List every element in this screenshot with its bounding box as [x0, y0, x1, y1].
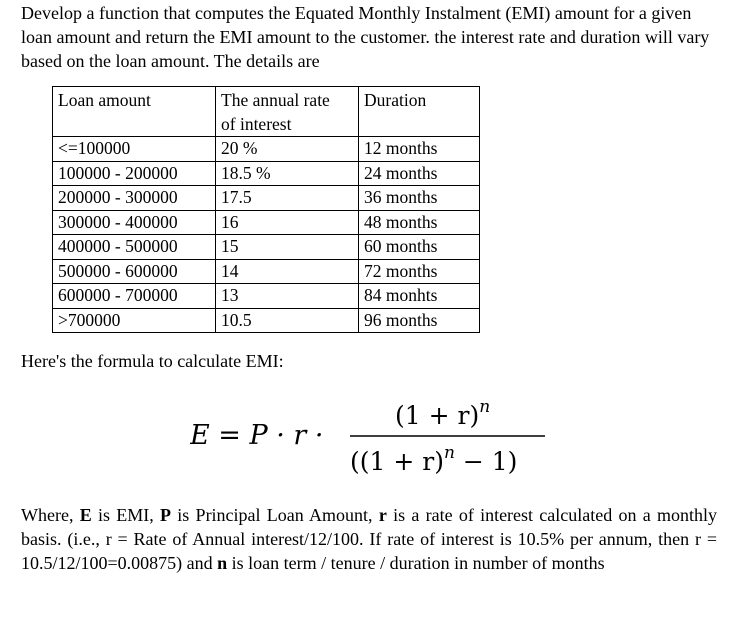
table-row [53, 284, 480, 309]
cell-loan-amount: 600000 - 700000 [53, 284, 216, 309]
cell-duration: 72 months [359, 259, 480, 284]
table-row [53, 186, 480, 211]
formula-denominator-tail: − 1) [454, 447, 518, 476]
cell-rate: 17.5 [216, 186, 359, 211]
definitions-text: is loan term / tenure / duration in number of months [227, 553, 605, 573]
cell-duration: 48 months [359, 210, 480, 235]
cell-rate: 20 % [216, 137, 359, 162]
definitions-text: Where, [21, 505, 80, 525]
formula-label: Here's the formula to calculate EMI: [21, 351, 284, 371]
definitions-text: is a rate of interest calculated on a monthly basis. (i.e., r = Rate of Annual interest/12/100. If rate of interest is 10.5% per annum, then r = 10.5/12/100=0.00875) and [21, 505, 718, 573]
header-loan-amount: Loan amount [53, 87, 216, 137]
term-n: n [217, 553, 228, 573]
cell-duration: 96 months [359, 308, 480, 333]
table-header-row [53, 87, 480, 137]
cell-loan-amount: 200000 - 300000 [53, 186, 216, 211]
table-row [53, 161, 480, 186]
emi-formula [190, 386, 570, 486]
table-row [53, 308, 480, 333]
intro-paragraph: Develop a function that computes the Equated Monthly Instalment (EMI) amount for a given loan amount and return the EMI amount to the customer. the interest rate and duration will vary based on the loan amount. The details are [21, 3, 710, 71]
emi-rate-table [52, 86, 480, 333]
table-row [53, 235, 480, 260]
cell-duration: 24 months [359, 161, 480, 186]
cell-rate: 14 [216, 259, 359, 284]
table-row [53, 259, 480, 284]
definitions-text: is Principal Loan Amount, [171, 505, 379, 525]
cell-rate: 13 [216, 284, 359, 309]
cell-loan-amount: >700000 [53, 308, 216, 333]
table-row [53, 137, 480, 162]
term-r: r [378, 505, 387, 525]
term-e: E [79, 505, 92, 525]
formula-denominator-exponent: n [443, 443, 455, 463]
formula-numerator [395, 397, 490, 430]
header-annual-rate-line1: The annual rate [221, 90, 330, 110]
cell-duration: 12 months [359, 137, 480, 162]
formula-numerator-base: (1 + r) [395, 401, 480, 430]
cell-rate: 16 [216, 210, 359, 235]
cell-loan-amount: 400000 - 500000 [53, 235, 216, 260]
cell-rate: 15 [216, 235, 359, 260]
cell-rate: 10.5 [216, 308, 359, 333]
formula-lhs: E = P · r · [190, 420, 324, 451]
cell-loan-amount: 100000 - 200000 [53, 161, 216, 186]
table-row [53, 210, 480, 235]
cell-loan-amount: <=100000 [53, 137, 216, 162]
definitions-paragraph [21, 503, 717, 575]
header-annual-rate-line2: of interest [221, 113, 292, 134]
cell-loan-amount: 300000 - 400000 [53, 210, 216, 235]
header-duration: Duration [359, 87, 480, 137]
formula-numerator-exponent: n [479, 397, 491, 417]
term-p: P [160, 505, 172, 525]
definitions-text: is EMI, [91, 505, 161, 525]
cell-duration: 84 monhts [359, 284, 480, 309]
cell-loan-amount: 500000 - 600000 [53, 259, 216, 284]
cell-rate: 18.5 % [216, 161, 359, 186]
cell-duration: 36 months [359, 186, 480, 211]
formula-denominator-base: ((1 + r) [350, 447, 444, 476]
cell-duration: 60 months [359, 235, 480, 260]
formula-denominator [350, 443, 517, 476]
header-annual-rate [216, 87, 359, 137]
